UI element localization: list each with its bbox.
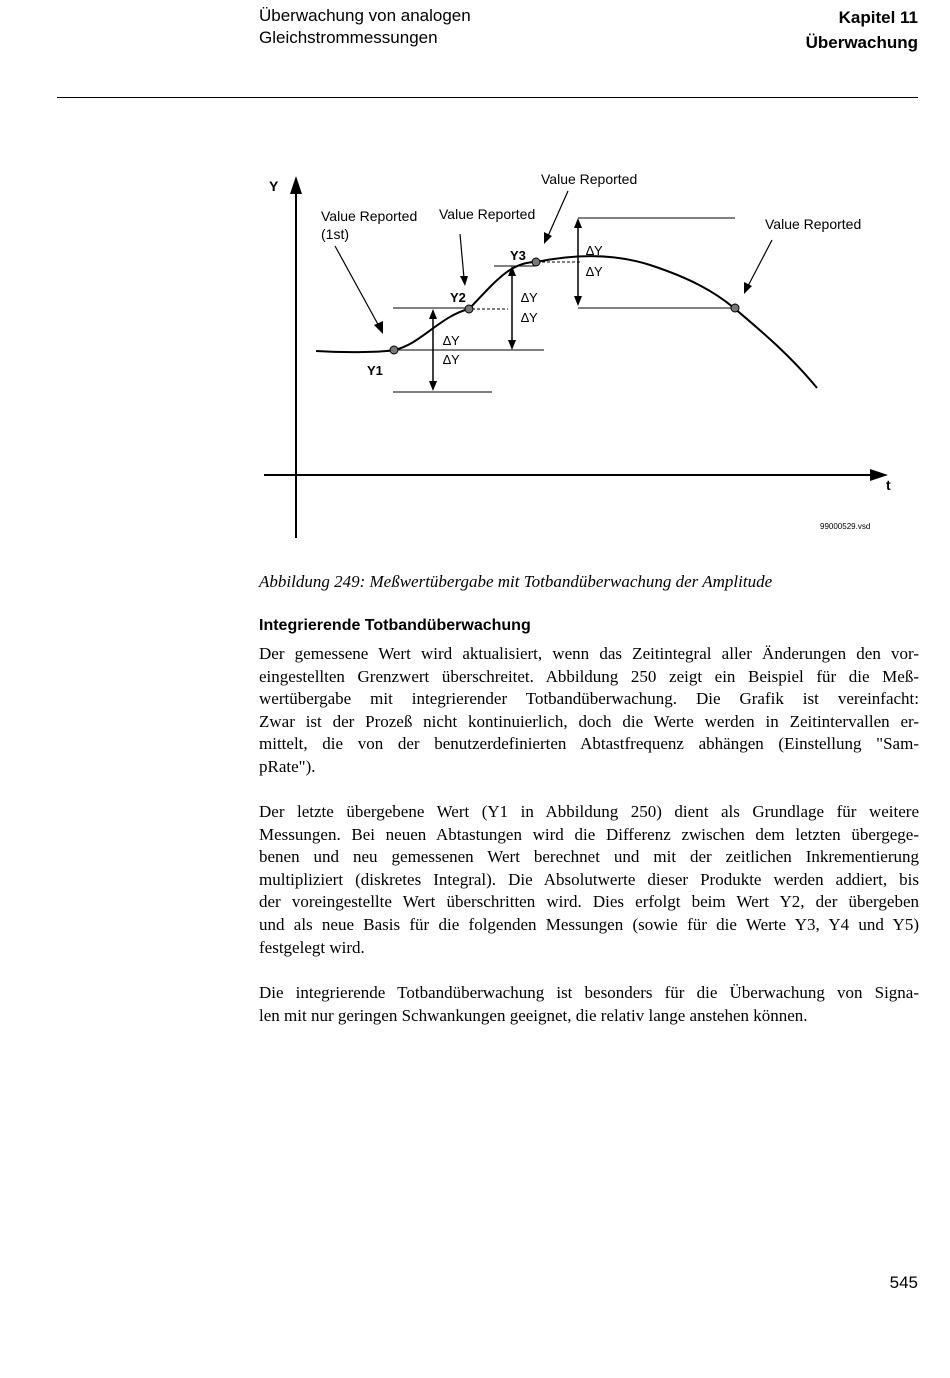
delta-label: ∆Y	[586, 264, 603, 279]
paragraph-line: pRate").	[259, 756, 316, 776]
paragraph-2	[259, 801, 919, 959]
paragraph-line: Die integrierende Totbandüberwachung ist besonders für die Überwachung von Signa-	[259, 983, 919, 1002]
paragraph-line: der voreingestellte Wert überschritten wird. Dies erfolgt beim Wert Y2, der übergeben	[259, 892, 919, 912]
y-axis-arrowhead	[290, 176, 302, 194]
paragraph-line: wertübergabe mit integrierender Totbandüberwachung. Die Grafik ist vereinfacht:	[259, 689, 919, 709]
point-label-y2: Y2	[450, 290, 466, 305]
paragraph-line: eingestellten Grenzwert überschreitet. Abbildung 250 zeigt ein Beispiel für die Meß-	[259, 666, 919, 686]
header-left-line-2: Gleichstrommessungen	[259, 28, 438, 47]
paragraph-line: benen und neu gemessenen Wert berechnet und mit der zeitlichen Inkrementierung	[259, 847, 919, 867]
callout-value-reported-1st-suffix: (1st)	[321, 226, 349, 242]
delta-label: ∆Y	[521, 290, 538, 305]
point-y1	[390, 346, 398, 354]
signal-curve	[316, 256, 817, 388]
deadband-figure	[0, 0, 950, 560]
callout-value-reported-last: Value Reported	[765, 216, 862, 232]
delta-label: ∆Y	[443, 333, 460, 348]
paragraph-line: mittelt, die von der benutzerdefinierten Abtastfrequenz abhängen (Einstellung "Sam-	[259, 734, 919, 754]
paragraph-line: festgelegt wird.	[259, 937, 365, 957]
point-label-y1: Y1	[367, 363, 383, 378]
x-axis-label: t	[886, 477, 891, 493]
delta-label: ∆Y	[521, 310, 538, 325]
point-y2	[465, 305, 473, 313]
figure-file-id: 99000529.vsd	[820, 522, 871, 531]
point-label-y3: Y3	[510, 248, 526, 263]
paragraph-line: Messungen. Bei neuen Abtastungen wird die Differenz zwischen dem letzten übergege-	[259, 824, 919, 844]
paragraph-line: Der letzte übergebene Wert (Y1 in Abbildung 250) dient als Grundlage für weitere	[259, 802, 919, 821]
callout-value-reported-1st: Value Reported	[321, 208, 418, 224]
paragraph-line: und als neue Basis für die folgenden Messungen (sowie für die Werte Y3, Y4 und Y5)	[259, 914, 919, 934]
chapter-title: Überwachung	[805, 33, 918, 52]
delta-arrow-y2	[508, 266, 516, 350]
paragraph-line: len mit nur geringen Schwankungen geeignet, die relativ lange anstehen können.	[259, 1005, 808, 1025]
delta-label: ∆Y	[586, 243, 603, 258]
delta-label: ∆Y	[443, 352, 460, 367]
paragraph-3	[259, 982, 919, 1027]
callout-value-reported-y2: Value Reported	[439, 206, 536, 222]
delta-arrow-y3	[574, 218, 582, 306]
paragraph-line: Zwar ist der Prozeß nicht kontinuierlich, doch die Werte werden in Zeitintervallen er-	[259, 711, 919, 731]
chapter-number: Kapitel 11	[838, 8, 918, 27]
paragraph-1	[259, 643, 919, 779]
point-y3	[532, 258, 540, 266]
page-number: 545	[889, 1273, 918, 1292]
paragraph-line: multipliziert (diskretes Integral). Die Absolutwerte dieser Produkte werden addiert, bis	[259, 869, 919, 889]
callout-value-reported-y3: Value Reported	[541, 171, 638, 187]
point-y4	[731, 304, 739, 312]
section-heading: Integrierende Totbandüberwachung	[259, 617, 531, 634]
paragraph-line: Der gemessene Wert wird aktualisiert, wenn das Zeitintegral aller Änderungen den vor-	[259, 644, 919, 663]
figure-caption: Abbildung 249: Meßwertübergabe mit Totbandüberwachung der Amplitude	[259, 572, 773, 591]
y-axis-label: Y	[269, 178, 279, 194]
header-left-line-1: Überwachung von analogen	[259, 6, 471, 25]
